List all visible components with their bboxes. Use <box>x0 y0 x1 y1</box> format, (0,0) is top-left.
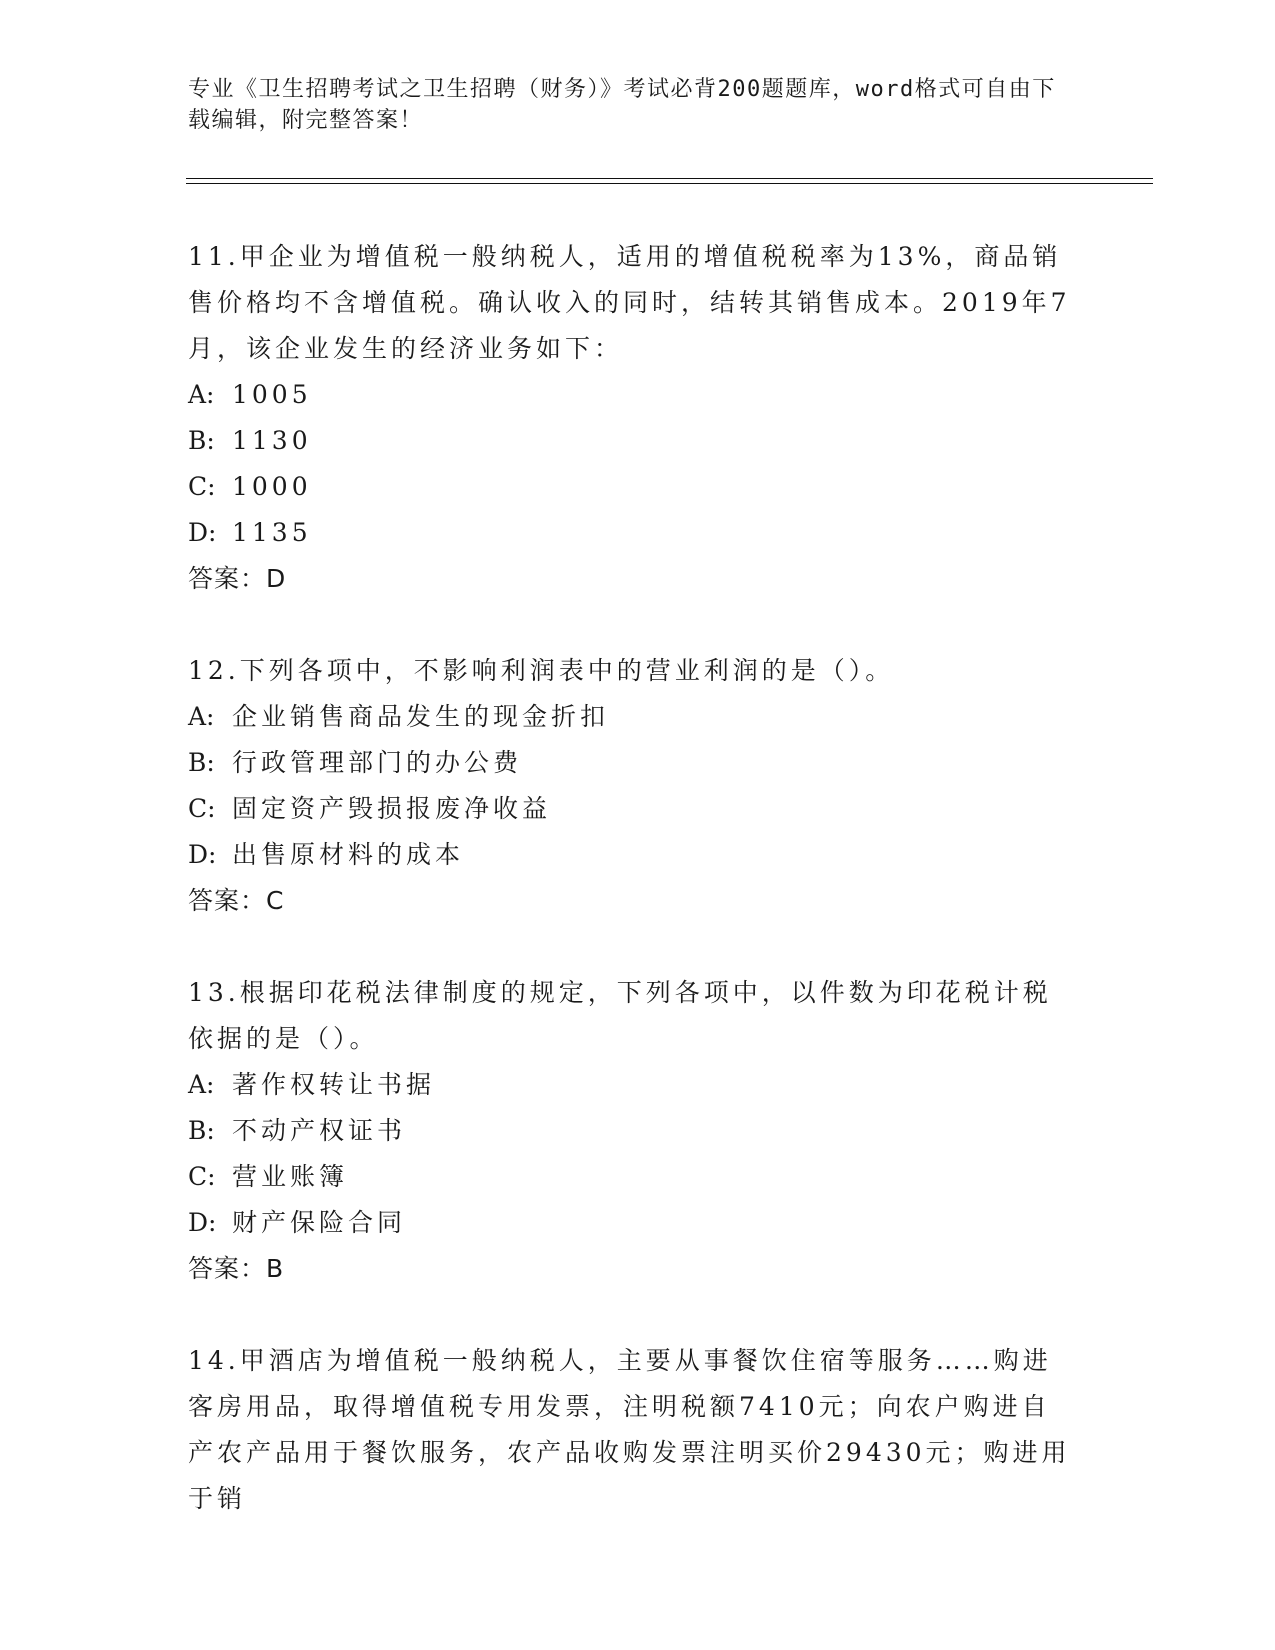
option-b <box>188 418 1078 464</box>
question-12 <box>188 648 1078 924</box>
option-text: 行政管理部门的办公费 <box>232 748 523 777</box>
option-text: 企业销售商品发生的现金折扣 <box>232 702 610 731</box>
option-text: 财产保险合同 <box>232 1208 407 1237</box>
option-a <box>188 694 1078 740</box>
option-letter: C: <box>188 794 216 823</box>
header-divider-bottom <box>186 183 1153 184</box>
question-stem: 11.甲企业为增值税一般纳税人，适用的增值税税率为13%，商品销售价格均不含增值税。确认收入的同时，结转其销售成本。2019年7月，该企业发生的经济业务如下： <box>188 242 1071 363</box>
question-13 <box>188 970 1078 1292</box>
option-text: 1135 <box>232 518 312 547</box>
option-text: 1000 <box>232 472 312 501</box>
option-letter: D: <box>188 1208 217 1237</box>
option-text: 1005 <box>232 380 312 409</box>
question-stem: 14.甲酒店为增值税一般纳税人，主要从事餐饮住宿等服务……购进客房用品，取得增值税专用发票，注明税额7410元；向农户购进自产农产品用于餐饮服务，农产品收购发票注明买价29430元；购进用于销 <box>188 1346 1071 1513</box>
option-letter: C: <box>188 472 216 501</box>
option-d <box>188 1200 1078 1246</box>
option-a <box>188 1062 1078 1108</box>
question-list <box>188 234 1078 1568</box>
answer-line: 答案：D <box>188 564 287 593</box>
option-b <box>188 740 1078 786</box>
question-14 <box>188 1338 1078 1522</box>
option-c <box>188 786 1078 832</box>
question-11 <box>188 234 1078 602</box>
option-d <box>188 832 1078 878</box>
option-letter: A: <box>188 1070 215 1099</box>
option-letter: A: <box>188 380 215 409</box>
option-text: 营业账簿 <box>232 1162 349 1191</box>
question-stem: 13.根据印花税法律制度的规定，下列各项中，以件数为印花税计税依据的是（）。 <box>188 978 1052 1053</box>
option-text: 不动产权证书 <box>232 1116 407 1145</box>
option-b <box>188 1108 1078 1154</box>
option-letter: B: <box>188 748 215 777</box>
option-letter: B: <box>188 1116 215 1145</box>
option-text: 出售原材料的成本 <box>232 840 465 869</box>
option-letter: D: <box>188 518 217 547</box>
option-text: 固定资产毁损报废净收益 <box>232 794 552 823</box>
option-letter: A: <box>188 702 215 731</box>
option-text: 1130 <box>232 426 312 455</box>
option-d <box>188 510 1078 556</box>
option-c <box>188 464 1078 510</box>
question-stem: 12.下列各项中，不影响利润表中的营业利润的是（）。 <box>188 656 895 685</box>
option-letter: C: <box>188 1162 216 1191</box>
option-c <box>188 1154 1078 1200</box>
option-letter: B: <box>188 426 215 455</box>
answer-line: 答案：B <box>188 1254 285 1283</box>
option-text: 著作权转让书据 <box>232 1070 436 1099</box>
header-divider-top <box>186 178 1153 179</box>
document-header: 专业《卫生招聘考试之卫生招聘（财务）》考试必背200题题库，word格式可自由下载编辑，附完整答案！ <box>188 77 1056 133</box>
option-a <box>188 372 1078 418</box>
option-letter: D: <box>188 840 217 869</box>
answer-line: 答案：C <box>188 886 285 915</box>
